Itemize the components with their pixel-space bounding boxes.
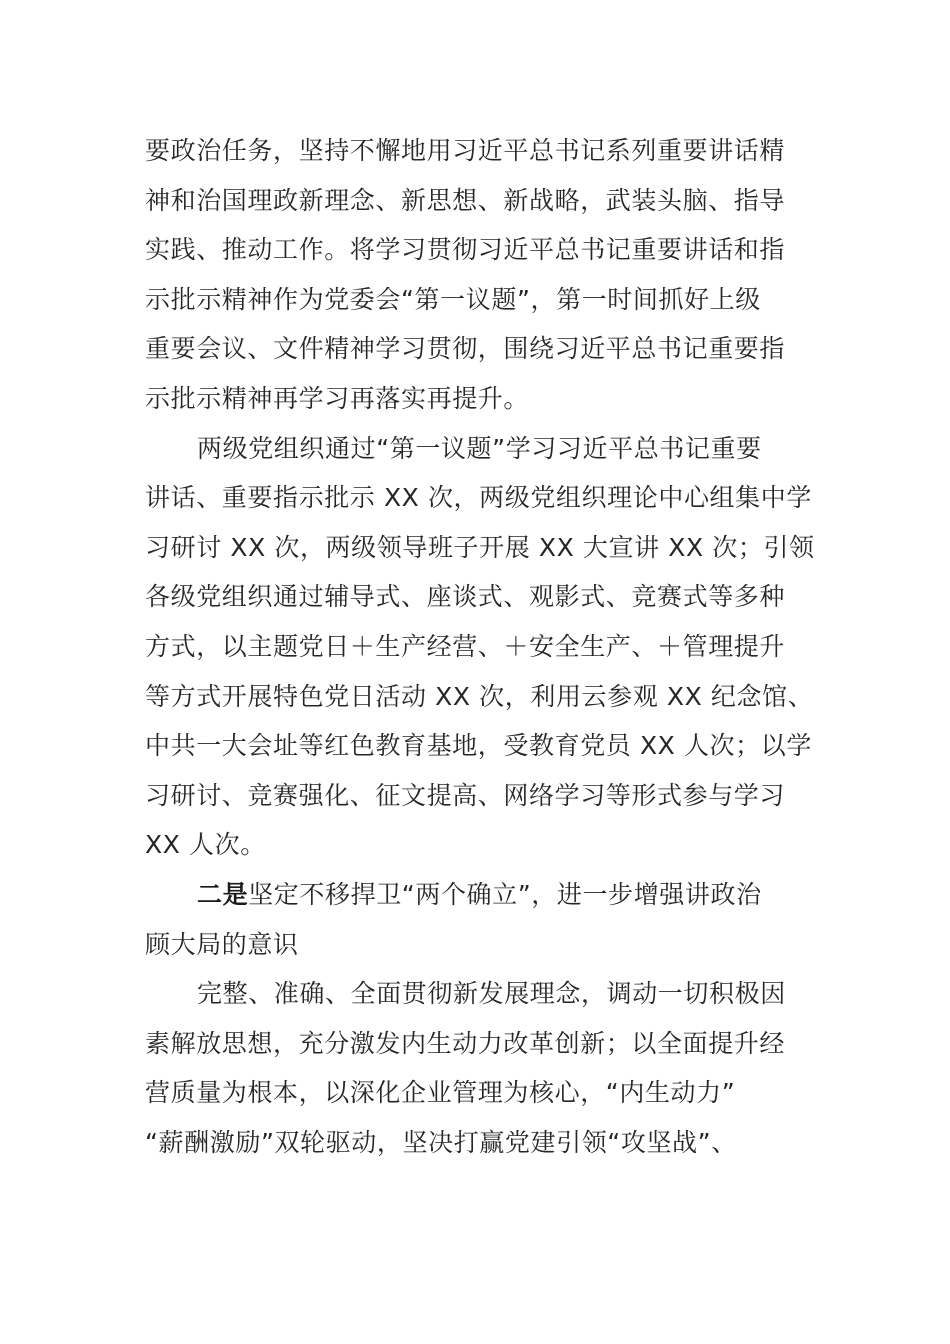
document-body [145, 126, 815, 1167]
text-line: 重要会议、文件精神学习贯彻，围绕习近平总书记重要指 [145, 334, 786, 364]
text-line: 示批示精神作为党委会“第一议题”，第一时间抓好上级 [145, 284, 761, 314]
text-line: 完整、准确、全面贯彻新发展理念，调动一切积极因 [197, 979, 786, 1009]
section-heading [145, 870, 810, 969]
text-line: 各级党组织通过辅导式、座谈式、观影式、竞赛式等多种 [145, 582, 786, 612]
text-line: 实践、推动工作。将学习贯彻习近平总书记重要讲话和指 [145, 235, 786, 265]
paragraph-2 [145, 424, 815, 870]
heading-text: 坚定不移捍卫“两个确立”，进一步增强讲政治 [248, 879, 762, 909]
text-line: 等方式开展特色党日活动 XX 次，利用云参观 XX 纪念馆、 [145, 681, 814, 711]
text-line: 习研讨 XX 次，两级领导班子开展 XX 大宣讲 XX 次；引领 [145, 532, 815, 562]
text-line: 中共一大会址等红色教育基地，受教育党员 XX 人次；以学 [145, 731, 812, 761]
text-line: 讲话、重要指示批示 XX 次，两级党组织理论中心组集中学 [145, 483, 812, 513]
text-line: “薪酬激励”双轮驱动，坚决打赢党建引领“攻坚战”、 [145, 1127, 737, 1157]
text-line: 顾大局的意识 [145, 929, 299, 959]
paragraph-1 [145, 126, 810, 424]
heading-prefix: 二是 [197, 879, 249, 909]
text-line [145, 870, 810, 920]
text-line: 营质量为根本，以深化企业管理为核心，“内生动力” [145, 1078, 736, 1108]
text-line: 两级党组织通过“第一议题”学习习近平总书记重要 [197, 433, 762, 463]
text-line: 示批示精神再学习再落实再提升。 [145, 383, 530, 413]
text-line: 素解放思想，充分激发内生动力改革创新；以全面提升经 [145, 1028, 786, 1058]
paragraph-3 [145, 969, 810, 1167]
text-line: XX 人次。 [145, 830, 266, 860]
text-line: 神和治国理政新理念、新思想、新战略，武装头脑、指导 [145, 185, 786, 215]
text-line: 方式，以主题党日＋生产经营、＋安全生产、＋管理提升 [145, 631, 786, 661]
text-line: 要政治任务，坚持不懈地用习近平总书记系列重要讲话精 [145, 136, 786, 165]
text-line: 习研讨、竞赛强化、征文提高、网络学习等形式参与学习 [145, 780, 786, 810]
